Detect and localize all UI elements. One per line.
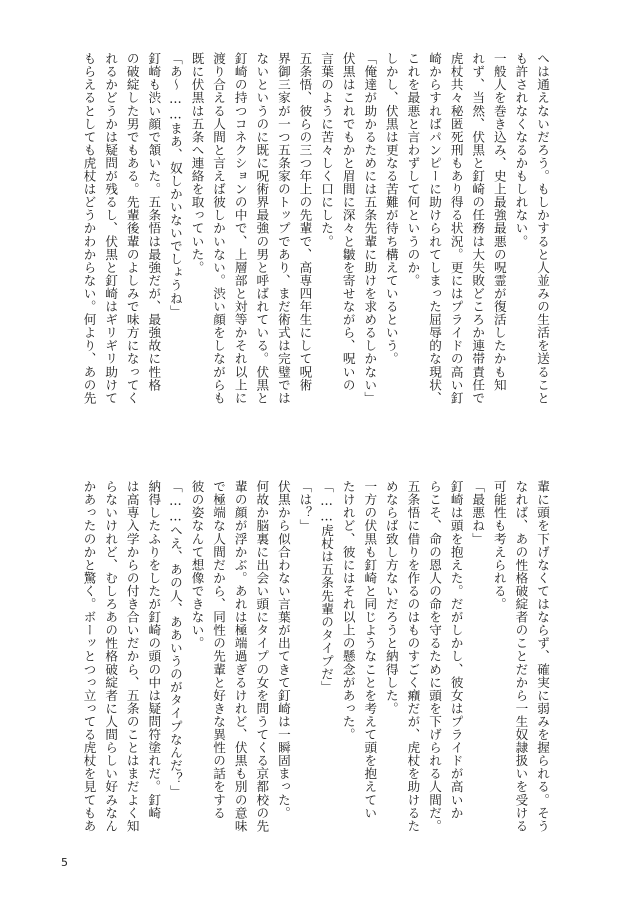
- text-column: 虎杖共々秘匿死刑もあり得る状況。更にはプライドの高い釘: [448, 52, 464, 405]
- text-column: 可能性も考えられる。: [491, 480, 507, 611]
- text-column: 崎からすればパンピーに助けられてしまった屈辱的な現状、: [427, 52, 443, 405]
- text-column: なれば、あの性格破綻者のことだから一生奴隷扱いを受ける: [513, 480, 529, 833]
- text-column: は高専入学からの付き合いだから、五条のことはまだよく知: [124, 480, 140, 833]
- text-column: 何故か脳裏に出会い頭にタイプの女を問うてくる京都校の先: [254, 480, 270, 833]
- text-column: 「は？」: [297, 480, 313, 533]
- text-column: れず、当然、伏黒と釘崎の任務は大失敗どころか連帯責任で: [470, 52, 486, 405]
- text-column: 釘崎も渋い顔で頷いた。五条悟は最強だが、最強故に性格: [146, 52, 162, 392]
- text-column: 五条悟、彼らの三つ年上の先輩で、高専四年生にして呪術: [297, 52, 313, 392]
- text-column: 言葉のように苦々しく口にした。: [319, 52, 335, 248]
- text-column: 一方の伏黒も釘崎と同じようなことを考えて頭を抱えてい: [362, 480, 378, 820]
- text-column: 納得したふりをしたが釘崎の頭の中は疑問符塗れだ。釘崎: [146, 480, 162, 820]
- text-column: 伏黒から似合わない言葉が出てきて釘崎は一瞬固まった。: [275, 480, 291, 820]
- text-column: 既に伏黒は五条へ連絡を取っていた。: [189, 52, 205, 274]
- text-column: しかし、伏黒は更なる苦難が待ち構えているという。: [383, 52, 399, 366]
- text-column: めならば致し方ないだろうと納得した。: [383, 480, 399, 715]
- text-column: たけれど、彼にはそれ以上の懸念があった。: [340, 480, 356, 741]
- text-column: へは通えないだろう。もしかすると人並みの生活を送ること: [535, 52, 550, 405]
- text-column: 釘崎は頭を抱えた。だがしかし、彼女はプライドが高いか: [448, 480, 464, 820]
- text-column: も許されなくなるかもしれない。: [513, 52, 529, 248]
- text-column: らないけれど、むしろあの性格破綻者に人間らしい好みなん: [103, 480, 119, 833]
- text-column: れるかどうかは疑問が残るし、伏黒と釘崎はギリギリ助けて: [103, 52, 119, 405]
- text-column: 彼の姿なんて想像できない。: [189, 480, 205, 650]
- upper-text-block: [81, 52, 553, 420]
- text-column: で極端な人間だから、同性の先輩と好きな異性の話をする: [211, 480, 227, 820]
- text-column: これを最悪と言わずして何というのか。: [405, 52, 421, 287]
- text-column: 輩の顔が浮かぶ。あれは極端過ぎるけれど、伏黒も別の意味: [232, 480, 248, 833]
- text-column: 「俺達が助かるためには五条先輩に助けを求めるしかない」: [362, 52, 378, 405]
- text-column: 伏黒はこれでもかと眉間に深々と皺を寄せながら、呪いの: [340, 52, 356, 392]
- text-column: 輩に頭を下げなくてはならず、確実に弱みを握られる。そう: [535, 480, 550, 833]
- page-number: 5: [61, 856, 68, 869]
- text-column: 五条悟に借りを作るのはものすごく癪だが、虎杖を助けるた: [405, 480, 421, 833]
- text-column: 「あ～……まあ、奴しかいないでしょうね」: [167, 52, 183, 318]
- text-column: 一般人を巻き込み、史上最強最悪の呪霊が復活したかも知: [491, 52, 507, 392]
- text-column: ないというのに既に呪術界最強の男と呼ばれている。伏黒と: [254, 52, 270, 405]
- text-column: 「最悪ね」: [470, 480, 486, 546]
- text-column: 渡り合える人間と言えば彼しかいない。渋い顔をしながらも: [211, 52, 227, 405]
- text-column: 「……へえ、あの人、ああいうのがタイプなんだ？」: [167, 480, 183, 798]
- text-column: かあったのかと驚く。ボーッとつっ立ってる虎杖を見てもあ: [81, 480, 97, 833]
- lower-text-block: [81, 480, 553, 846]
- text-column: 「……虎杖は五条先輩のタイプだ」: [319, 480, 335, 694]
- text-column: らこそ、命の恩人の命を守るために頭を下げられる人間だ。: [427, 480, 443, 833]
- text-column: 界御三家が一つ五条家のトップであり、まだ術式は完璧では: [275, 52, 291, 405]
- text-column: の破綻した男でもある。先輩後輩のよしみで味方になってく: [124, 52, 140, 405]
- text-column: 釘崎の持つコネクションの中で、上層部と対等かそれ以上に: [232, 52, 248, 405]
- text-column: もらえるとしても虎杖はどうかわからない。何より、あの先: [81, 52, 97, 405]
